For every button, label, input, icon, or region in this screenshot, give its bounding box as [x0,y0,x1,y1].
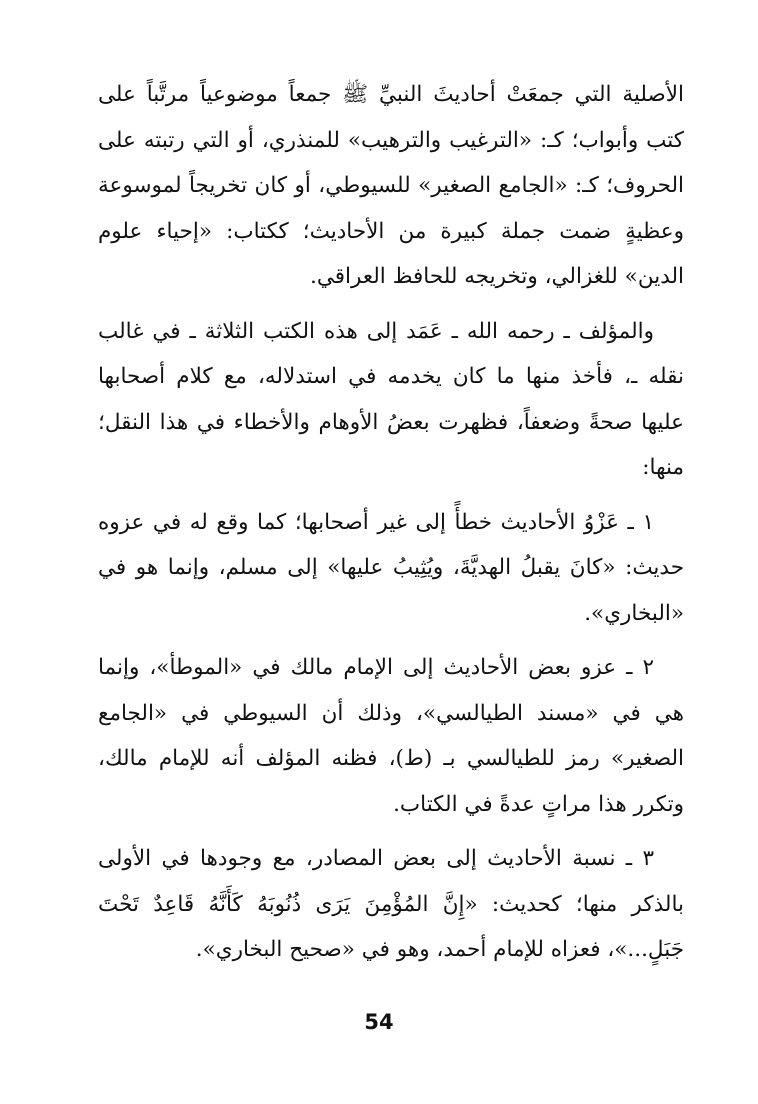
paragraph-4: ٢ ـ عزو بعض الأحاديث إلى الإمام مالك في «الموطأ»، وإنما هي في «مسند الطيالسي»، وذلك أن السيوطي في «الجامع الصغير» رمز للطيالسي بـ (ط)، فظنه المؤلف أنه للإمام مالك، وتكرر هذا مراتٍ عدةً في الكتاب. [98,655,684,817]
paragraph-1: الأصلية التي جمعَتْ أحاديثَ النبيِّ ﷺ جمعاً موضوعياً مرتَّباً على كتب وأبواب؛ كـ: «الترغيب والترهيب» للمنذري، أو التي رتبته على الحروف؛ كـ: «الجامع الصغير» للسيوطي، أو كان تخريجاً لموسوعة وعظيةٍ ضمت جملة كبيرة من الأحاديث؛ ككتاب: «إحياء علوم الدين» للغزالي، وتخريجه للحافظ العراقي. [98,82,684,289]
paragraph-5: ٣ ـ نسبة الأحاديث إلى بعض المصادر، مع وجودها في الأولى بالذكر منها؛ كحديث: «إِنَّ المُؤْمِنَ يَرَى ذُنُوبَهُ كَأَنَّهُ قَاعِدٌ تَحْتَ جَبَلٍ...»، فعزاه للإمام أحمد، وهو في «صحيح البخاري». [98,846,684,962]
page-number: 54 [364,1010,394,1034]
paragraph-2: والمؤلف ـ رحمه الله ـ عَمَد إلى هذه الكتب الثلاثة ـ في غالب نقله ـ، فأخذ منها ما كان يخدمه في استدلاله، مع كلام أصحابها عليها صحةً وضعفاً، فظهرت بعضُ الأوهام والأخطاء في هذا النقل؛ منها: [98,318,684,480]
paragraph-3: ١ ـ عَزْوُ الأحاديث خطأً إلى غير أصحابها؛ كما وقع له في عزوه حديث: «كانَ يقبلُ الهديَّةَ، ويُثِيبُ عليها» إلى مسلم، وإنما هو في «البخاري». [98,509,684,626]
page-body [98,72,684,973]
